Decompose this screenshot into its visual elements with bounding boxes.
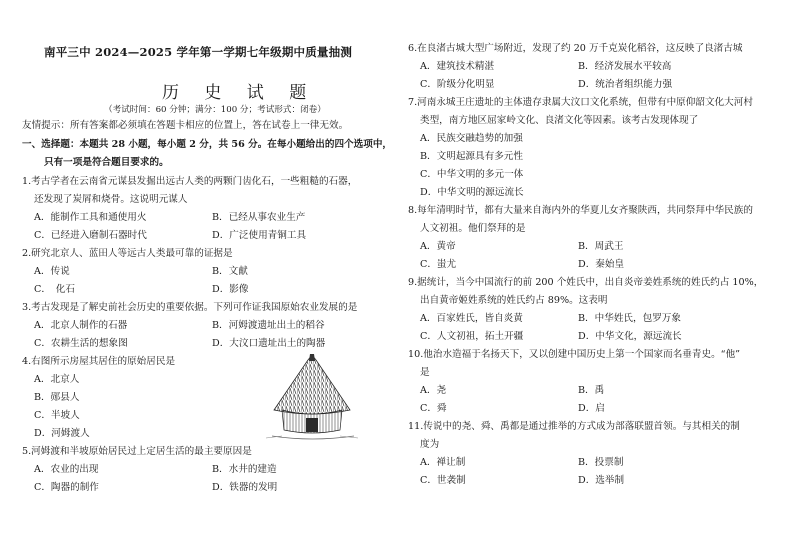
q9-option-c[interactable]: C．人文初祖，拓土开疆 <box>420 331 524 342</box>
q5-option-d[interactable]: D．铁器的发明 <box>212 482 278 493</box>
q5-option-c[interactable]: C．陶器的制作 <box>34 482 99 493</box>
subject-title: 历 史 试 题 <box>162 83 317 103</box>
question-11-stem: 11.传说中的尧、舜、禹都是通过推举的方式成为部落联盟首领。与其相关的制 <box>408 421 740 432</box>
q3-option-c[interactable]: C．农耕生活的想象图 <box>34 338 128 349</box>
exam-info: （考试时间：60 分钟；满分：100 分；考试形式：闭卷） <box>104 105 326 115</box>
question-4-stem: 4.右图所示房屋其居住的原始居民是 <box>22 356 176 367</box>
q4-option-c[interactable]: C．半坡人 <box>34 410 80 421</box>
thatched-hut-illustration <box>262 352 362 442</box>
q11-option-a[interactable]: A．禅让制 <box>420 457 466 468</box>
question-10-stem-cont: 是 <box>420 367 430 378</box>
section-heading-cont: 只有一项是符合题目要求的。 <box>44 157 169 168</box>
q8-option-d[interactable]: D．秦始皇 <box>578 259 625 270</box>
question-7-stem: 7.河南永城王庄遗址的主体遗存隶属大汶口文化系统，但带有中原仰韶文化大河村 <box>408 97 753 108</box>
q7-option-a[interactable]: A．民族交融趋势的加强 <box>420 133 523 144</box>
q2-option-c[interactable]: C． 化石 <box>34 284 75 295</box>
question-10-stem: 10.他治水造福于名扬天下，又以创建中国历史上第一个国家而名垂青史。“他” <box>408 349 741 360</box>
q8-option-c[interactable]: C．蚩尤 <box>420 259 457 270</box>
question-9-stem-cont: 出自黄帝姬姓系统的姓氏约占 89%。这表明 <box>420 295 608 306</box>
question-1-stem-cont: 还发现了炭屑和烧骨。这说明元谋人 <box>34 194 188 205</box>
q1-option-d[interactable]: D．广泛使用青铜工具 <box>212 230 307 241</box>
q3-option-d[interactable]: D．大汶口遗址出土的陶器 <box>212 338 326 349</box>
q9-option-d[interactable]: D．中华文化，源远流长 <box>578 331 682 342</box>
question-8-stem-cont: 人文初祖。他们祭拜的是 <box>420 223 526 234</box>
question-1-stem: 1.考古学者在云南省元谋县发掘出远古人类的两颗门齿化石，一些粗糙的石器， <box>22 176 358 187</box>
question-2-stem: 2.研究北京人、蓝田人等远古人类最可靠的证据是 <box>22 248 233 259</box>
q1-option-a[interactable]: A．能制作工具和通使用火 <box>34 212 147 223</box>
q4-option-a[interactable]: A．北京人 <box>34 374 80 385</box>
question-8-stem: 8.每年清明时节，都有大量来自海内外的华夏儿女齐聚陕西，共同祭拜中华民族的 <box>408 205 753 216</box>
q10-option-b[interactable]: B．禹 <box>578 385 605 396</box>
question-3-stem: 3.考古发现是了解史前社会历史的重要依据。下列可作证我国原始农业发展的是 <box>22 302 358 313</box>
q6-option-d[interactable]: D．统治者组织能力强 <box>578 79 673 90</box>
question-11-stem-cont: 度为 <box>420 439 440 450</box>
q10-option-d[interactable]: D．启 <box>578 403 605 414</box>
q7-option-d[interactable]: D．中华文明的源远流长 <box>420 187 524 198</box>
q2-option-d[interactable]: D．影像 <box>212 284 249 295</box>
q6-option-b[interactable]: B．经济发展水平较高 <box>578 61 672 72</box>
question-6-stem: 6.在良渚古城大型广场附近，发现了约 20 万千克炭化稻谷，这反映了良渚古城 <box>408 43 743 54</box>
q8-option-b[interactable]: B．周武王 <box>578 241 624 252</box>
q9-option-b[interactable]: B．中华姓氏，包罗万象 <box>578 313 681 324</box>
q9-option-a[interactable]: A．百家姓氏，皆自炎黄 <box>420 313 523 324</box>
q4-option-b[interactable]: B．郧县人 <box>34 392 80 403</box>
q11-option-d[interactable]: D．选举制 <box>578 475 625 486</box>
q5-option-b[interactable]: B．水井的建造 <box>212 464 277 475</box>
q5-option-a[interactable]: A．农业的出现 <box>34 464 99 475</box>
question-9-stem: 9.据统计，当今中国流行的前 200 个姓氏中，出自炎帝姜姓系统的姓氏约占 10%， <box>408 277 764 288</box>
q2-option-b[interactable]: B．文献 <box>212 266 248 277</box>
q10-option-a[interactable]: A．尧 <box>420 385 447 396</box>
exam-title: 南平三中 2024—2025 学年第一学期七年级期中质量抽测 <box>44 45 353 59</box>
q8-option-a[interactable]: A．黄帝 <box>420 241 456 252</box>
q7-option-c[interactable]: C．中华文明的多元一体 <box>420 169 524 180</box>
q1-option-b[interactable]: B．已经从事农业生产 <box>212 212 306 223</box>
notice-text: 友情提示：所有答案都必须填在答题卡相应的位置上，答在试卷上一律无效。 <box>22 120 349 131</box>
question-5-stem: 5.河姆渡和半坡原始居民过上定居生活的最主要原因是 <box>22 446 252 457</box>
q6-option-c[interactable]: C．阶级分化明显 <box>420 79 495 90</box>
q1-option-c[interactable]: C．已经进入磨制石器时代 <box>34 230 147 241</box>
q11-option-c[interactable]: C．世袭制 <box>420 475 466 486</box>
q10-option-c[interactable]: C．舜 <box>420 403 447 414</box>
q3-option-a[interactable]: A．北京人制作的石器 <box>34 320 128 331</box>
q7-option-b[interactable]: B．文明起源具有多元性 <box>420 151 523 162</box>
q6-option-a[interactable]: A．建筑技术精湛 <box>420 61 495 72</box>
q2-option-a[interactable]: A．传说 <box>34 266 70 277</box>
section-heading: 一、选择题：本题共 28 小题，每小题 2 分，共 56 分。在每小题给出的四个选项中， <box>22 139 393 150</box>
q4-option-d[interactable]: D．河姆渡人 <box>34 428 90 439</box>
question-7-stem-cont: 类型，南方地区屈家岭文化、良渚文化等因素。该考古发现体现了 <box>420 115 699 126</box>
q11-option-b[interactable]: B．投票制 <box>578 457 624 468</box>
q3-option-b[interactable]: B．河姆渡遗址出土的稻谷 <box>212 320 325 331</box>
